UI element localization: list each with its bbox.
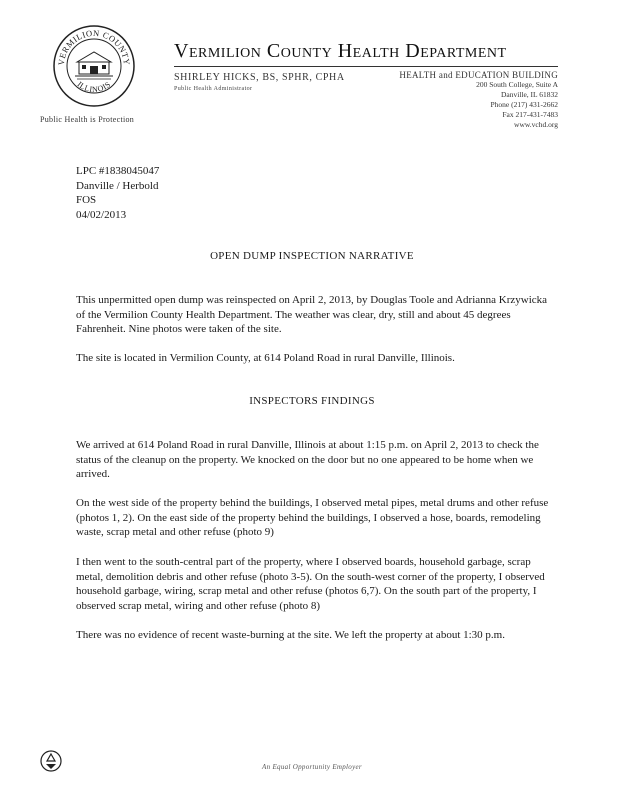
director-title: Public Health Administrator [174, 86, 253, 92]
address-fax: Fax 217-431-7483 [502, 110, 558, 119]
address-website: www.vchd.org [514, 120, 558, 129]
lpc-number: LPC #1838045047 [76, 165, 160, 177]
svg-text:ILLINOIS [75, 80, 112, 94]
findings-paragraph-1 [76, 438, 551, 482]
seal-top-text: VERMILION COUNTY [55, 27, 133, 66]
intro-paragraph-1 [76, 293, 551, 337]
intro-text-1: This unpermitted open dump was reinspected on April 2, 2013, by Douglas Toole and Adrianna Krzywicka of the Vermilion County Health Department. The weather was clear, dry, still and about 45 degrees Fahrenheit. Nine photos were taken of the site. [76, 294, 548, 335]
findings-text-4: There was no evidence of recent waste-burning at the site. We left the property at about 1:30 p.m. [76, 629, 505, 641]
document-title: OPEN DUMP INSPECTION NARRATIVE [210, 250, 414, 262]
director-name: SHIRLEY HICKS, BS, SPHR, CPHA [174, 72, 345, 83]
findings-heading: INSPECTORS FINDINGS [249, 395, 375, 407]
fos-label: FOS [76, 194, 97, 206]
findings-paragraph-4 [76, 628, 551, 643]
county-seal [52, 24, 136, 108]
case-meta [76, 164, 159, 222]
findings-paragraph-3 [76, 555, 551, 613]
findings-text-2: On the west side of the property behind the buildings, I observed metal pipes, metal drums and other refuse (photos 1, 2). On the east side of the property behind the buildings, I observed a hose, boards, remodeling waste, scrap metal and other refuse (photo 9) [76, 497, 549, 538]
seal-bottom-text: ILLINOIS [75, 79, 113, 95]
intro-paragraph-2 [76, 351, 551, 366]
site-name: Danville / Herbold [76, 179, 159, 192]
address-building: HEALTH and EDUCATION BUILDING [399, 70, 558, 80]
address-block [399, 70, 558, 130]
address-city: Danville, IL 61832 [500, 90, 558, 99]
inspection-date: 04/02/2013 [76, 208, 127, 221]
footer-text: An Equal Opportunity Employer [262, 763, 362, 771]
findings-paragraph-2 [76, 496, 551, 540]
address-phone: Phone (217) 431-2662 [490, 100, 558, 109]
findings-text-3: I then went to the south-central part of the property, where I observed boards, household garbage, scrap metal, demolition debris and other refuse (photo 3-5). On the south-west corner of the property, I observed household garbage, wiring, scrap metal and other refuse (photos 6,7). On the south part of the property, I observed scrap metal, wiring and other refuse (photo 8) [76, 556, 545, 612]
findings-text-1: We arrived at 614 Poland Road in rural Danville, Illinois at about 1:15 p.m. on April 2, 2013 to check the status of the cleanup on the property. We knocked on the door but no one appeared to be home when we arrived. [76, 439, 539, 480]
seal-caption: Public Health is Protection [40, 115, 135, 124]
header-rule [174, 66, 558, 67]
department-name: Vermilion County Health Department [174, 40, 507, 62]
address-street: 200 South College, Suite A [476, 80, 558, 89]
intro-text-2: The site is located in Vermilion County, at 614 Poland Road in rural Danville, Illinois. [76, 352, 455, 364]
